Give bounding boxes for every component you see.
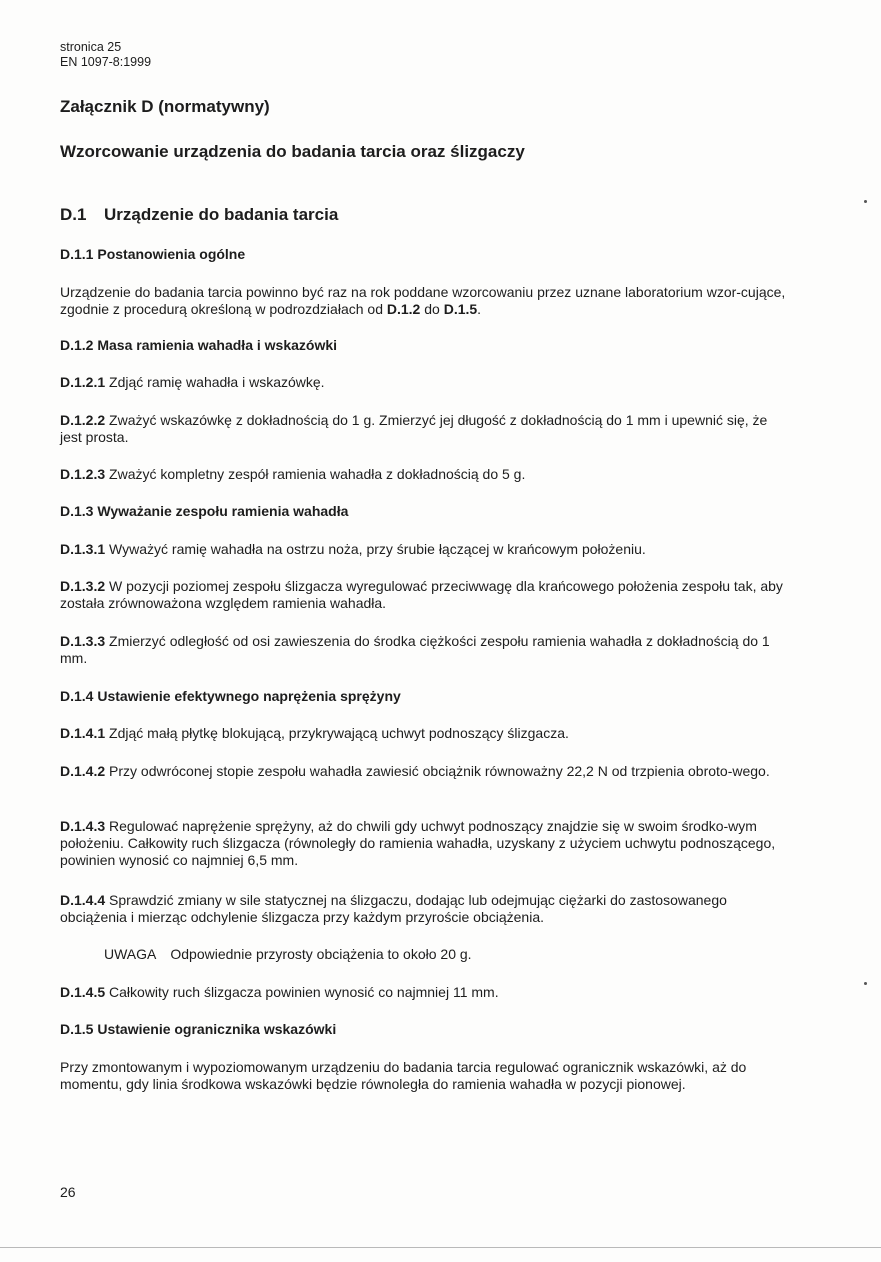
note-label: UWAGA [104, 946, 157, 962]
clause-number: D.1.2.3 [60, 466, 106, 482]
clause-number: D.1.4.4 [60, 892, 106, 908]
paragraph-text: Zdjąć małą płytkę blokującą, przykrywającą uchwyt podnoszący ślizgacza. [105, 725, 569, 741]
page-label: stronica 25 [60, 40, 122, 54]
paragraph-text: Sprawdzić zmiany w sile statycznej na ślizgaczu, dodając lub odejmując ciężarki do zastosowanego obciążenia i mierząc odchylenie ślizgacza przy każdym przyroście obciążenia. [60, 892, 727, 925]
paragraph-text: Zmierzyć odległość od osi zawieszenia do środka ciężkości zespołu ramienia wahadła z dokładnością do 1 mm. [60, 633, 770, 666]
subsection-heading-d112: D.1.2 Masa ramienia wahadła i wskazówki [60, 337, 338, 353]
paragraph-d1142 [60, 763, 792, 780]
paragraph-text: Zważyć kompletny zespół ramienia wahadła z dokładnością do 5 g. [105, 466, 526, 482]
paragraph-d111 [60, 284, 792, 318]
clause-number: D.1.2.1 [60, 374, 106, 390]
note [104, 946, 472, 963]
annex-subtitle: Wzorcowanie urządzenia do badania tarcia oraz ślizgaczy [60, 142, 525, 161]
paragraph-text: Przy odwróconej stopie zespołu wahadła zawiesić obciążnik równoważny 22,2 N od trzpienia obroto-wego. [105, 763, 770, 779]
clause-number: D.1.4.2 [60, 763, 106, 779]
paragraph-d1121 [60, 374, 792, 391]
cross-reference: D.1.2 [386, 301, 421, 317]
standard-number: EN 1097-8:1999 [60, 55, 152, 69]
paragraph-text: Zważyć wskazówkę z dokładnością do 1 g. Zmierzyć jej długość z dokładnością do 1 mm i upewnić się, że jest prosta. [60, 412, 768, 445]
paragraph-text: . [477, 301, 482, 317]
clause-number: D.1.2.2 [60, 412, 106, 428]
note-text: Odpowiednie przyrosty obciążenia to około 20 g. [170, 946, 472, 962]
paragraph-d115: Przy zmontowanym i wypoziomowanym urządzeniu do badania tarcia regulować ogranicznik wskazówki, aż do momentu, gdy linia środkowa wskazówki będzie równoległa do ramienia wahadła w pozycji pionowej. [60, 1059, 747, 1092]
section-heading [60, 205, 338, 225]
clause-number: D.1.3.1 [60, 541, 106, 557]
paragraph-text: Wyważyć ramię wahadła na ostrzu noża, przy śrubie łączącej w krańcowym położeniu. [105, 541, 646, 557]
paragraph-text: Całkowity ruch ślizgacza powinien wynosić co najmniej 11 mm. [105, 984, 499, 1000]
paragraph-d1145 [60, 984, 792, 1001]
paragraph-d1123 [60, 466, 792, 483]
paragraph-d1141 [60, 725, 792, 742]
paragraph-text: Zdjąć ramię wahadła i wskazówkę. [105, 374, 325, 390]
paragraph-text: Urządzenie do badania tarcia powinno być raz na rok poddane wzorcowaniu przez uznane laboratorium wzor-cujące, zgodnie z procedurą określoną w podrozdziałach od [60, 284, 786, 317]
section-title: Urządzenie do badania tarcia [104, 205, 339, 224]
paragraph-d1132 [60, 578, 792, 612]
clause-number: D.1.3.2 [60, 578, 106, 594]
annex-title: Załącznik D (normatywny) [60, 97, 270, 116]
scan-speck [864, 200, 867, 203]
subsection-heading-d114: D.1.4 Ustawienie efektywnego naprężenia sprężyny [60, 688, 401, 704]
clause-number: D.1.4.3 [60, 818, 106, 834]
scan-edge-line [0, 1247, 881, 1248]
paragraph-text: do [420, 301, 444, 317]
subsection-heading-d111: D.1.1 Postanowienia ogólne [60, 246, 246, 262]
subsection-heading-d113: D.1.3 Wyważanie zespołu ramienia wahadła [60, 503, 349, 519]
scan-speck [864, 982, 867, 985]
clause-number: D.1.4.1 [60, 725, 106, 741]
paragraph-d1144 [60, 892, 792, 926]
subsection-heading-d115: D.1.5 Ustawienie ogranicznika wskazówki [60, 1021, 337, 1037]
paragraph-d1131 [60, 541, 792, 558]
clause-number: D.1.4.5 [60, 984, 106, 1000]
page-number: 26 [60, 1184, 76, 1200]
paragraph-d1122 [60, 412, 792, 446]
clause-number: D.1.3.3 [60, 633, 106, 649]
paragraph-text: Regulować naprężenie sprężyny, aż do chwili gdy uchwyt podnoszący znajdzie się w swoim środko-wym położeniu. Całkowity ruch ślizgacza (równoległy do ramienia wahadła, uzyskany z użyciem uchwytu podnoszącego, powinien wynosić co najmniej 6,5 mm. [60, 818, 776, 868]
section-number: D.1 [60, 205, 87, 224]
cross-reference: D.1.5 [443, 301, 478, 317]
paragraph-d1143 [60, 818, 792, 869]
paragraph-d1133 [60, 633, 792, 667]
document-header [60, 40, 151, 70]
paragraph-text: W pozycji poziomej zespołu ślizgacza wyregulować przeciwwagę dla krańcowego położenia zespołu tak, aby została zrównoważona względem ramienia wahadła. [60, 578, 783, 611]
